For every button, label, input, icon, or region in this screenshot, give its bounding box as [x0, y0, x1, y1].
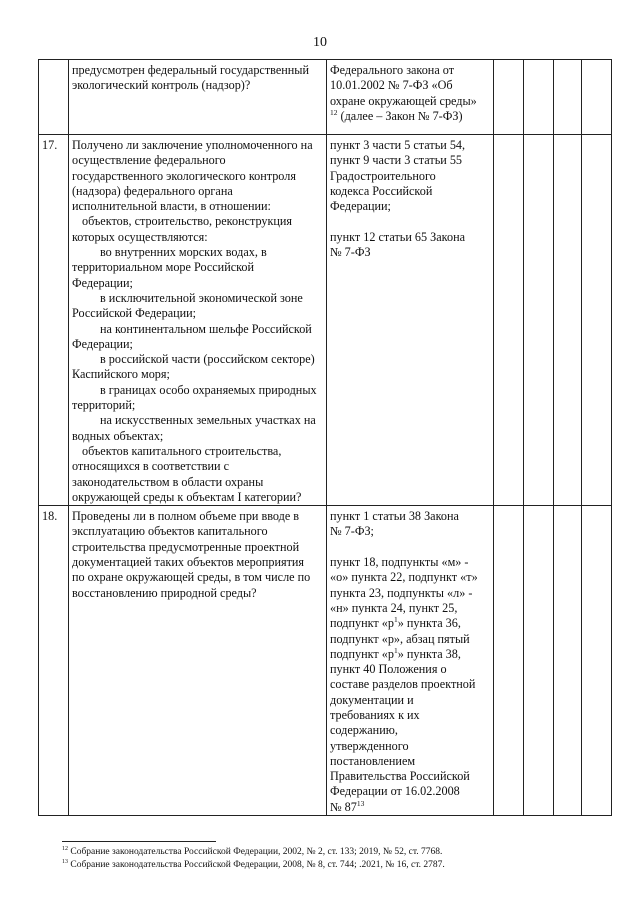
- question-line: Российской Федерации;: [72, 306, 197, 321]
- legal-basis-line: [330, 214, 491, 229]
- check-cell: [582, 60, 612, 135]
- question-line: объектов, строительство, реконструкция: [82, 214, 293, 229]
- question-line: строительства предусмотренные проектной: [72, 539, 300, 554]
- legal-basis-line: 10.01.2002 № 7-ФЗ «Об: [330, 78, 453, 93]
- check-cell: [554, 506, 582, 816]
- question-line: (надзора) федерального органа: [72, 183, 233, 198]
- legal-basis-line: Федерации от 16.02.2008: [330, 784, 460, 799]
- question-cell: [69, 60, 327, 135]
- legal-basis-line: требованиях к их: [330, 707, 420, 722]
- check-cell: [524, 60, 554, 135]
- question-line: Проведены ли в полном объеме при вводе в: [72, 509, 300, 524]
- legal-basis-line: постановлением: [330, 753, 416, 768]
- legal-basis-line: подпункт «р», абзац пятый: [330, 631, 470, 646]
- check-cell: [582, 506, 612, 816]
- question-line: государственного экологического контроля: [72, 168, 296, 183]
- footnote-separator: [62, 841, 216, 842]
- legal-basis-line: «о» пункта 22, подпункт «т»: [330, 570, 478, 585]
- table-row: [39, 60, 612, 135]
- checklist-table: [38, 59, 612, 816]
- row-number: [39, 60, 69, 135]
- check-cell: [494, 60, 524, 135]
- legal-basis-line: пункт 3 части 5 статьи 54,: [330, 138, 466, 152]
- question-cell: [69, 135, 327, 506]
- question-line: территорий;: [72, 398, 136, 413]
- legal-basis-line: Федерации;: [330, 199, 391, 214]
- legal-basis-line: пункт 12 статьи 65 Закона: [330, 229, 466, 244]
- check-cell: [524, 135, 554, 506]
- question-line: которых осуществляются:: [72, 229, 208, 244]
- legal-basis-line: пункт 18, подпункты «м» -: [330, 555, 469, 570]
- question-line: восстановлению природной среды?: [72, 585, 257, 600]
- question-line: на континентальном шельфе Российской: [100, 321, 312, 336]
- legal-basis-line: № $87^{13}$: [330, 798, 365, 814]
- question-line: территориальном море Российской: [72, 260, 255, 275]
- question-line: окружающей среды к объектам I категории?: [72, 489, 302, 504]
- legal-basis-line: пункт 1 статьи 38 Закона: [330, 509, 459, 524]
- legal-basis-line: охране окружающей среды»: [330, 93, 477, 108]
- legal-basis-cell: [327, 506, 494, 816]
- legal-basis-cell: [327, 135, 494, 506]
- legal-basis-line: Федерального закона от: [330, 63, 455, 77]
- question-line: Федерации;: [72, 275, 133, 290]
- question-cell: [69, 506, 327, 816]
- legal-basis-cell: [327, 60, 494, 135]
- question-line: в границах особо охраняемых природных: [100, 382, 317, 397]
- question-line: законодательством в области охраны: [72, 474, 264, 489]
- question-line: эксплуатацию объектов капитального: [72, 524, 268, 539]
- question-line: документацией таких объектов мероприятия: [72, 555, 305, 570]
- legal-basis-line: пункт 40 Положения о: [330, 662, 447, 677]
- check-cell: [524, 506, 554, 816]
- legal-basis-line: подпункт «$р^1$» пункта 38,: [330, 645, 461, 661]
- question-line: осуществление федерального: [72, 153, 226, 168]
- legal-basis-line: $^{12}$ (далее – Закон № 7-ФЗ): [330, 107, 463, 123]
- legal-basis-line: документации и: [330, 692, 414, 707]
- legal-basis-line: кодекса Российской: [330, 183, 433, 198]
- check-cell: [554, 135, 582, 506]
- check-cell: [494, 135, 524, 506]
- question-line: во внутренних морских водах, в: [100, 245, 267, 260]
- question-line: Получено ли заключение уполномоченного на: [72, 138, 313, 152]
- legal-basis-line: Правительства Российской: [330, 769, 470, 784]
- question-line: Каспийского моря;: [72, 367, 170, 382]
- legal-basis-line: подпункт «$р^1$» пункта 36,: [330, 615, 461, 631]
- legal-basis-line: Градостроительного: [330, 168, 436, 183]
- check-cell: [582, 135, 612, 506]
- row-number: 18.: [39, 506, 69, 816]
- question-line: исполнительной власти, в отношении:: [72, 199, 271, 214]
- question-line: в исключительной экономической зоне: [100, 290, 303, 305]
- question-line: Федерации;: [72, 336, 133, 351]
- legal-basis-line: № 7-ФЗ;: [330, 524, 374, 539]
- question-line: по охране окружающей среды, в том числе по: [72, 570, 311, 585]
- check-cell: [494, 506, 524, 816]
- legal-basis-line: утвержденного: [330, 738, 409, 753]
- table-row: [39, 135, 612, 506]
- legal-basis-line: № 7-ФЗ: [330, 245, 371, 260]
- footnotes: [62, 846, 445, 871]
- legal-basis-line: пункта 23, подпункты «л» -: [330, 585, 473, 600]
- check-cell: [554, 60, 582, 135]
- question-line: на искусственных земельных участках на: [100, 413, 316, 428]
- question-line: объектов капитального строительства,: [82, 443, 282, 458]
- question-line: предусмотрен федеральный государственный: [72, 63, 310, 77]
- footnote: $^{12}$ Собрание законодательства Российской Федерации, 2002, № 2, ст. 133; 2019, № 52, ст. 7768.: [62, 845, 443, 857]
- question-line: экологический контроль (надзор)?: [72, 78, 251, 93]
- page-number: 10: [313, 35, 327, 50]
- question-line: относящихся в соответствии с: [72, 459, 230, 474]
- legal-basis-line: «н» пункта 24, пункт 25,: [330, 600, 458, 615]
- row-number: 17.: [39, 135, 69, 506]
- question-line: водных объектах;: [72, 428, 164, 443]
- legal-basis-line: пункт 9 части 3 статьи 55: [330, 153, 463, 168]
- question-line: в российской части (российском секторе): [100, 352, 315, 367]
- table-row: [39, 506, 612, 816]
- legal-basis-line: содержанию,: [330, 723, 398, 738]
- legal-basis-line: составе разделов проектной: [330, 677, 476, 692]
- footnote: $^{13}$ Собрание законодательства Российской Федерации, 2008, № 8, ст. 744; .2021, № 16, ст. 2787.: [62, 858, 445, 870]
- legal-basis-line: [330, 540, 491, 555]
